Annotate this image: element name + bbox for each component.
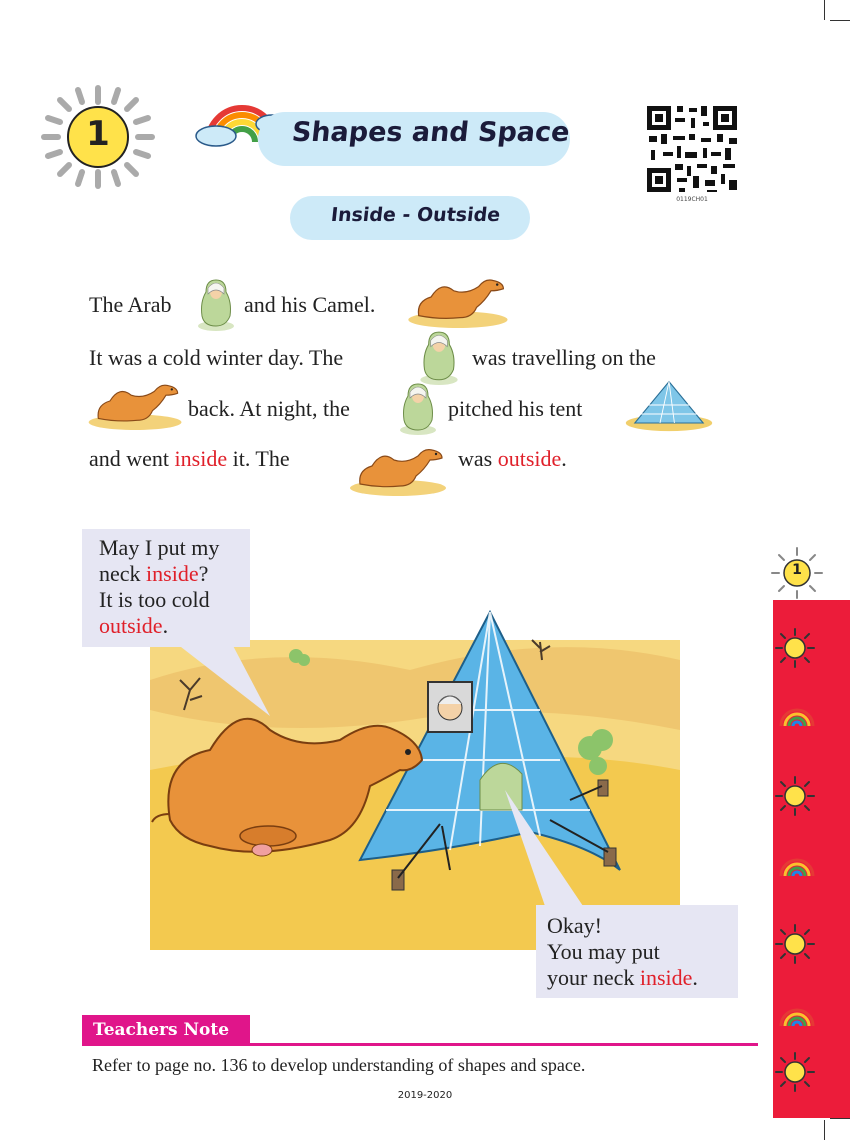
story-text (89, 446, 290, 472)
camel-icon (88, 372, 186, 430)
chapter-subtitle: Inside - Outside (329, 204, 502, 226)
arab-speech-bubble (536, 905, 738, 998)
bubble-line: outside. (99, 613, 169, 638)
camel-icon (408, 266, 512, 328)
rainbow-icon (777, 704, 817, 728)
chapter-badge (38, 82, 158, 192)
bubble-line: You may put (547, 939, 660, 964)
rainbow-icon (777, 854, 817, 878)
bubble-line: It is too cold (99, 587, 210, 612)
sun-icon (775, 1052, 815, 1092)
story-fragment: it. The (232, 446, 290, 471)
sidebar-chapter-number: 1 (792, 562, 802, 578)
story-text: was travelling on the (472, 345, 656, 370)
sun-icon (775, 776, 815, 816)
highlight-inside: inside (174, 446, 228, 471)
story-text: It was a cold winter day. The (89, 345, 344, 370)
camel-icon (348, 436, 452, 496)
arab-icon (193, 276, 239, 332)
teachers-note-text: Refer to page no. 136 to develop understanding of shapes and space. (92, 1055, 586, 1075)
story-fragment: and went (89, 446, 170, 471)
qr-code[interactable] (645, 104, 739, 194)
story-text: back. At night, the (188, 396, 350, 421)
story-fragment: was (458, 446, 493, 471)
bubble-line: May I put my (99, 535, 220, 560)
bubble-tail (170, 640, 290, 720)
tent-icon (620, 378, 718, 432)
rainbow-icon (777, 1004, 817, 1028)
chapter-number: 1 (86, 114, 110, 154)
sun-icon (775, 628, 815, 668)
page-footer-year: 2019-2020 (397, 1090, 453, 1101)
qr-code-label: 0119CH01 (676, 196, 708, 203)
chapter-title: Shapes and Space (290, 117, 572, 148)
story-text (458, 446, 567, 472)
crop-mark (824, 1120, 825, 1140)
arab-icon (414, 328, 464, 386)
story-text: pitched his tent (448, 396, 583, 421)
crop-mark (830, 1118, 850, 1119)
story-text: and his Camel. (244, 292, 376, 317)
arab-icon (394, 380, 442, 436)
story-fragment: . (561, 446, 567, 471)
bubble-line: Okay! (547, 913, 602, 938)
story-text: The Arab (89, 292, 172, 317)
teachers-note-rule (82, 1043, 758, 1046)
bubble-line: your neck inside. (547, 965, 698, 990)
bubble-line: neck inside? (99, 561, 209, 586)
crop-mark (830, 20, 850, 21)
chapter-sidebar (773, 600, 850, 1118)
sun-icon (775, 924, 815, 964)
highlight-outside: outside (497, 446, 562, 471)
camel-speech-bubble (82, 529, 250, 647)
teachers-note-label: Teachers Note (82, 1015, 250, 1045)
bubble-tail (505, 790, 585, 910)
crop-mark (824, 0, 825, 20)
